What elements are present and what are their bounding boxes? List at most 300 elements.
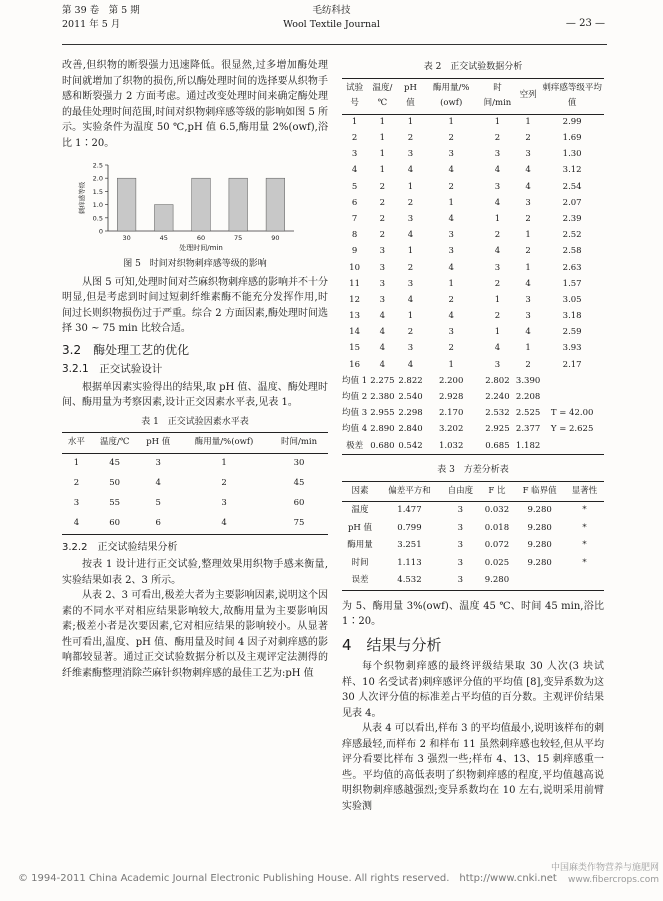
table-2-cell: 3.93 xyxy=(562,343,582,354)
table-1-cell: 2 xyxy=(221,477,227,488)
table-1-header-cell: 酶用量/%(owf) xyxy=(194,437,254,447)
table-2-cell: 1.57 xyxy=(562,278,582,289)
table-2-cell: 2 xyxy=(379,197,386,208)
table-2-summary-cell: 2.525 xyxy=(515,408,541,419)
table-3-cell: 误差 xyxy=(351,575,369,586)
table-2-cell: 3 xyxy=(525,149,531,160)
table-2-cell: 1 xyxy=(448,278,454,289)
table-3-cell: 9.280 xyxy=(527,540,552,551)
table-2-cell: 2 xyxy=(525,133,531,144)
paragraph-2: 从图 5 可知,处理时间对苎麻织物刺痒感的影响并不十分明显,但是考虑到时间过短刺纤维素酶不能充分发挥作用,时间过长则织物损伤过于严重。综合 2 方面因素,酶处理时间选择 30 ~ 75 min 比较合适。 xyxy=(62,276,328,334)
table-2-summary-row xyxy=(342,374,604,390)
table-2-summary-cell: 2.540 xyxy=(398,392,423,403)
paragraph-continued: 为 5、酶用量 3%(owf)、温度 45 ℃、时间 45 min,浴比 1∶20。 xyxy=(342,600,604,628)
table-2-summary-cell: 0.680 xyxy=(370,440,395,451)
table-2-cell: 2 xyxy=(494,230,501,241)
table-2-cell: 2.52 xyxy=(562,230,582,241)
table-2-cell: 3 xyxy=(525,197,531,208)
table-2-cell: 1 xyxy=(379,149,386,160)
table-2-summary-row xyxy=(342,390,604,406)
table-2-summary-row xyxy=(342,406,604,422)
table-1-caption: 表 1 正交试验因素水平表 xyxy=(141,416,249,427)
table-3-header-cell: 显著性 xyxy=(571,485,598,496)
figure-5-caption: 图 5 时间对织物刺痒感等级的影响 xyxy=(123,259,267,269)
table-3-cell: * xyxy=(582,540,587,551)
table-2-header-cell: 温度/℃ xyxy=(372,82,393,108)
table-2-row xyxy=(342,195,604,211)
table-2-cell: 2.58 xyxy=(562,246,582,257)
table-2-summary-cell: 2.532 xyxy=(485,408,510,419)
bar xyxy=(266,178,285,231)
table-3-cell: 3 xyxy=(457,575,464,586)
table-3-header-cell: F 临界值 xyxy=(522,485,557,496)
y-tick-label: 1.5 xyxy=(92,187,103,196)
table-2-summary-cell: 2.822 xyxy=(398,375,423,386)
table-3-row xyxy=(342,555,604,573)
table-2-cell: 1 xyxy=(379,133,386,144)
table-2-summary-cell: 均值 4 xyxy=(342,424,368,435)
table-2-cell: 3.12 xyxy=(562,165,582,176)
table-2-row xyxy=(342,341,604,357)
table-2-summary-cell: 2.275 xyxy=(370,375,395,386)
table-2-cell: 3 xyxy=(448,327,454,338)
table-3-cell: 9.280 xyxy=(527,557,552,568)
table-2-cell: 2 xyxy=(351,133,358,144)
table-2-cell: 5 xyxy=(351,181,358,192)
table-1-header-cell: 温度/℃ xyxy=(99,437,130,447)
table-1-cell: 50 xyxy=(109,477,121,488)
watermark-cn: 中国麻类作物营养与施肥网 xyxy=(550,863,659,873)
table-2-cell: 2 xyxy=(379,230,386,241)
y-tick-label: 2.0 xyxy=(92,174,103,183)
table-3-row xyxy=(342,520,604,538)
section-3-2-2-heading: 3.2.2 正交试验结果分析 xyxy=(62,541,178,553)
left-column xyxy=(62,58,328,681)
paragraph-1: 改善,但织物的断裂强力迅速降低。很显然,过多增加酶处理时间就增加了织物的损伤,所以酶处理时间的选择要从织物手感和断裂强力 2 方面考虑。通过改变处理时间来确定酶处理的最佳处理时间范围,时间对织物刺痒感等级的影响如图 5 所示。实验条件为温度 50 ℃,pH 值 6.5,酶用量 2%(owf),浴比 1∶20。 xyxy=(62,60,328,149)
table-2-cell: 4 xyxy=(448,213,454,224)
table-3-cell: 9.280 xyxy=(527,522,552,533)
copyright-footer: © 1994-2011 China Academic Journal Electronic Publishing House. All rights reserved. http://www.cnki.net xyxy=(18,873,557,884)
table-2-cell: 2.07 xyxy=(562,197,582,208)
table-2-header-cell: 酶用量/%(owf) xyxy=(432,82,470,108)
table-2-row xyxy=(342,179,604,195)
table-2-cell: 15 xyxy=(349,343,360,354)
table-2-cell: 2 xyxy=(379,181,386,192)
table-2-row xyxy=(342,244,604,260)
table-2-summary-cell: 2.928 xyxy=(439,392,464,403)
table-1 xyxy=(62,432,328,535)
table-2-cell: 1.69 xyxy=(562,133,582,144)
x-tick-label: 30 xyxy=(122,234,131,242)
right-column xyxy=(342,58,604,814)
table-2-summary-cell: 2.955 xyxy=(370,408,395,419)
table-3-cell: * xyxy=(582,522,587,533)
table-2-cell: 16 xyxy=(349,359,360,370)
table-1-row xyxy=(62,514,328,535)
table-2-cell: 4 xyxy=(407,294,414,305)
table-2-cell: 3 xyxy=(407,343,414,354)
table-3-cell: 0.072 xyxy=(484,540,510,551)
table-3-cell: 0.799 xyxy=(397,522,422,533)
table-2-summary-cell: 0.542 xyxy=(398,440,423,451)
table-2-cell: 1 xyxy=(525,116,531,127)
table-2-cell: 2 xyxy=(407,133,414,144)
table-3-header-cell: 因素 xyxy=(351,485,369,496)
table-3-cell: pH 值 xyxy=(347,522,373,533)
table-2-summary-cell: 2.240 xyxy=(485,392,510,403)
table-2-cell: 2.63 xyxy=(562,262,582,273)
table-1-cell: 3 xyxy=(221,497,227,508)
table-2-summary-cell xyxy=(540,438,604,455)
table-2-cell: 2 xyxy=(494,278,501,289)
table-3-header xyxy=(342,481,604,502)
table-3-cell: 1.477 xyxy=(397,505,422,516)
table-3-row xyxy=(342,572,604,590)
bar-chart xyxy=(68,157,308,255)
table-2-header-cell: 时间/min xyxy=(483,82,512,108)
table-2-cell: 3 xyxy=(379,294,386,305)
table-3-cell: 3.251 xyxy=(397,540,422,551)
table-1-cell: 75 xyxy=(293,517,305,528)
table-2-cell: 1 xyxy=(448,116,454,127)
table-2-summary-cell: 2.200 xyxy=(439,375,464,386)
y-tick-label: 2.5 xyxy=(92,161,103,170)
table-1-row xyxy=(62,453,328,474)
table-1-header-cell: pH 值 xyxy=(146,437,171,447)
table-2-summary-cell: 均值 1 xyxy=(342,375,368,386)
table-2-cell: 2 xyxy=(448,294,454,305)
header-rule xyxy=(62,44,607,45)
page-number: — 23 — xyxy=(565,18,605,29)
table-2-row xyxy=(342,293,604,309)
figure-5 xyxy=(68,157,328,255)
table-2-cell: 1 xyxy=(525,343,531,354)
table-1-row xyxy=(62,494,328,514)
table-2-caption: 表 2 正交试验数据分析 xyxy=(423,62,523,72)
table-2-summary-cell: 均值 2 xyxy=(342,392,368,403)
table-2-cell: 2 xyxy=(448,181,454,192)
table-2-row xyxy=(342,228,604,244)
table-2-cell: 4 xyxy=(494,165,501,176)
table-2-cell: 4 xyxy=(407,230,414,241)
bar xyxy=(155,205,174,231)
table-1-cell: 3 xyxy=(73,497,80,508)
table-3-cell: 4.532 xyxy=(397,575,422,586)
table-1-cell: 4 xyxy=(73,517,80,528)
table-2-cell: 6 xyxy=(351,197,358,208)
table-1-body xyxy=(62,453,328,534)
table-3-cell: 0.018 xyxy=(484,522,510,533)
table-1-cell: 45 xyxy=(109,457,121,468)
table-2-cell: 9 xyxy=(351,246,358,257)
table-1-header xyxy=(62,433,328,454)
table-2-cell: 4 xyxy=(407,165,414,176)
table-2-summary-cell: 2.380 xyxy=(370,392,395,403)
section-4-heading: 4 结果与分析 xyxy=(342,635,442,654)
table-2-summary-cell: 2.925 xyxy=(485,424,510,435)
table-3-cell: 3 xyxy=(457,505,464,516)
table-2-cell: 7 xyxy=(351,213,358,224)
table-2-cell: 3 xyxy=(351,149,358,160)
table-2-cell: 3 xyxy=(379,262,386,273)
table-2-cell: 2 xyxy=(407,197,414,208)
table-2-cell: 4 xyxy=(351,165,358,176)
table-2-cell: 1 xyxy=(351,116,358,127)
table-3 xyxy=(342,481,604,591)
table-2-cell: 1 xyxy=(525,262,531,273)
table-1-cell: 2 xyxy=(73,477,80,488)
table-1-cell: 4 xyxy=(155,477,161,488)
table-3-cell: 9.280 xyxy=(527,505,552,516)
table-2-summary-cell xyxy=(540,374,604,390)
table-1-cell: 1 xyxy=(73,457,80,468)
table-1-cell: 60 xyxy=(293,497,305,508)
table-2-cell: 4 xyxy=(525,181,531,192)
table-2-cell: 13 xyxy=(349,311,360,322)
table-1-cell: 6 xyxy=(155,517,161,528)
table-2-header-cell: pH 值 xyxy=(404,82,417,108)
table-3-header-cell: 自由度 xyxy=(447,485,474,496)
table-2-cell: 3 xyxy=(448,230,454,241)
table-2-cell: 3 xyxy=(407,213,414,224)
table-2-cell: 2 xyxy=(494,311,501,322)
journal-title-cn: 毛纺科技 xyxy=(312,5,351,16)
table-2-cell: 1.30 xyxy=(562,149,582,160)
table-2-cell: 4 xyxy=(448,311,454,322)
table-1-cell: 45 xyxy=(293,477,305,488)
table-2-cell: 4 xyxy=(448,262,454,273)
table-2-cell: 3 xyxy=(494,359,501,370)
table-1-row xyxy=(62,474,328,494)
table-2-header-cell: 刺痒感等级平均值 xyxy=(542,82,602,108)
table-2-cell: 1 xyxy=(448,359,454,370)
table-2-header xyxy=(342,78,604,114)
x-tick-label: 45 xyxy=(159,234,168,242)
table-2-cell: 2.39 xyxy=(562,213,582,224)
table-2-cell: 1 xyxy=(494,327,501,338)
table-2-cell: 3 xyxy=(407,278,414,289)
table-2-summary-cell: 1.032 xyxy=(439,440,464,451)
table-3-header-cell: F 比 xyxy=(488,485,506,496)
table-2-summary-cell xyxy=(540,390,604,406)
watermark xyxy=(551,862,659,886)
table-2-cell: 1 xyxy=(379,165,386,176)
table-2-summary-cell: 3.202 xyxy=(439,424,464,435)
table-2-cell: 3 xyxy=(407,149,414,160)
paragraph-5: 从表 2、3 可看出,极差大者为主要影响因素,说明这个因素的不同水平对相应结果影响较大,故酶用量为主要影响因素;极差小者是次要因素,它对相应结果的影响较小。从显著性可看出,温度、pH 值、酶用量及时间 4 因子对刺痒感的影响都较显著。通过正交试验数据分析以及主观评定法测得的纤维素酶整理消除苎麻针织物刺痒感的最佳工艺为:pH 值 xyxy=(62,590,328,679)
paragraph-4: 按表 1 设计进行正交试验,整理效果用织物手感来衡量,实验结果如表 2、3 所示。 xyxy=(62,559,328,586)
table-2-cell: 14 xyxy=(349,327,360,338)
table-2-cell: 4 xyxy=(494,246,501,257)
table-2-row xyxy=(342,147,604,163)
table-2-cell: 1 xyxy=(407,246,414,257)
table-2-cell: 2 xyxy=(448,133,454,144)
table-2-cell: 8 xyxy=(351,230,358,241)
table-2-cell: 1 xyxy=(494,294,501,305)
table-3-cell: 酶用量 xyxy=(347,540,373,551)
table-3-cell: 1.113 xyxy=(397,557,422,568)
bar xyxy=(229,178,248,231)
table-1-cell: 60 xyxy=(109,517,121,528)
table-2-cell: 3 xyxy=(494,262,501,273)
paragraph-7: 从表 4 可以看出,样布 3 的平均值最小,说明该样布的刺痒感最轻,而样布 2 和样布 11 虽然刺痒感也较轻,但从平均评分看要比样布 3 强烈一些;样布 4、13、15 刺痒感重一些。平均值的高低表明了织物刺痒感的程度,平均值越高说明织物刺痒感越强烈;变异系数均在 10 左右,说明采用前臂实验测 xyxy=(342,723,604,812)
table-2-summary-cell: 极差 xyxy=(346,440,364,451)
table-2-row xyxy=(342,309,604,325)
table-3-cell: 0.025 xyxy=(484,557,510,568)
x-tick-label: 60 xyxy=(196,234,206,242)
table-2-summary-cell: T = 42.00 xyxy=(550,408,594,419)
section-3-2-heading: 3.2 酶处理工艺的优化 xyxy=(62,342,190,357)
table-2-cell: 3 xyxy=(448,246,454,257)
table-2-summary-row xyxy=(342,422,604,438)
table-2-cell: 4 xyxy=(525,165,531,176)
table-1-cell: 30 xyxy=(293,457,305,468)
table-2-row xyxy=(342,163,604,179)
table-2-cell: 3.05 xyxy=(562,294,582,305)
table-2-cell: 10 xyxy=(349,262,360,273)
table-1-cell: 55 xyxy=(109,497,121,508)
table-3-cell: * xyxy=(582,505,587,516)
y-tick-label: 1.0 xyxy=(92,201,103,210)
bar xyxy=(117,178,136,231)
table-3-cell xyxy=(514,572,565,590)
table-1-header-cell: 时间/min xyxy=(280,437,318,447)
y-axis-label: 刺痒感等级 xyxy=(78,181,86,215)
table-2-cell: 2 xyxy=(448,343,454,354)
table-2-row xyxy=(342,131,604,147)
table-2-cell: 1 xyxy=(407,311,414,322)
table-2-cell: 2 xyxy=(407,262,414,273)
table-2-cell: 1 xyxy=(407,116,414,127)
table-2-summary-cell: 0.685 xyxy=(485,440,510,451)
table-2-cell: 4 xyxy=(379,359,386,370)
table-2-summary-cell: 2.377 xyxy=(515,424,541,435)
table-2-cell: 3 xyxy=(379,246,386,257)
y-tick-label: 0.5 xyxy=(92,214,103,223)
table-2-cell: 4 xyxy=(494,197,501,208)
table-2-cell: 2 xyxy=(525,246,531,257)
table-2-cell: 2 xyxy=(407,327,414,338)
table-2-cell: 3 xyxy=(494,149,501,160)
table-3-row xyxy=(342,537,604,555)
table-3-cell xyxy=(565,572,604,590)
table-2-cell: 2 xyxy=(379,213,386,224)
table-2-cell: 2.54 xyxy=(562,181,582,192)
table-2-cell: 4 xyxy=(379,343,386,354)
table-3-body xyxy=(342,502,604,591)
table-2-body xyxy=(342,114,604,455)
table-2-cell: 1 xyxy=(494,116,501,127)
table-2-summary-row xyxy=(342,438,604,455)
x-tick-label: 90 xyxy=(271,234,280,242)
table-2-summary-cell: 均值 3 xyxy=(342,408,368,419)
table-2-cell: 2.17 xyxy=(562,359,582,370)
table-1-header-cell: 水平 xyxy=(67,437,85,447)
table-2-cell: 3 xyxy=(379,278,386,289)
table-2-cell: 2 xyxy=(525,213,531,224)
table-3-cell: 温度 xyxy=(351,505,369,516)
table-3-caption: 表 3 方差分析表 xyxy=(437,465,509,476)
header-center xyxy=(0,4,663,32)
table-1-cell: 3 xyxy=(155,457,161,468)
table-1-cell: 5 xyxy=(155,497,161,508)
table-2-summary-cell: 1.182 xyxy=(515,440,541,451)
table-2-summary-cell: 2.170 xyxy=(439,408,464,419)
table-2-cell: 2 xyxy=(525,359,531,370)
table-3-cell: 3 xyxy=(457,540,464,551)
table-2-row xyxy=(342,212,604,228)
table-2-summary-cell: 2.208 xyxy=(515,392,541,403)
table-2-header-cell: 空列 xyxy=(519,90,537,101)
table-3-cell: * xyxy=(582,557,587,568)
table-2-row xyxy=(342,325,604,341)
table-2-cell: 1 xyxy=(379,116,386,127)
journal-title-en: Wool Textile Journal xyxy=(283,19,380,30)
issue-date: 2011 年 5 月 xyxy=(62,19,121,30)
table-2-cell: 4 xyxy=(407,359,414,370)
table-2-cell: 4 xyxy=(494,343,501,354)
table-2-cell: 4 xyxy=(525,278,531,289)
section-3-2-1-heading: 3.2.1 正交试验设计 xyxy=(62,363,163,375)
table-2-header-cell: 试验号 xyxy=(346,82,364,108)
table-2-cell: 12 xyxy=(349,294,360,305)
bar xyxy=(192,178,211,231)
table-2-summary-cell: Y = 2.625 xyxy=(550,424,594,435)
table-3-cell: 3 xyxy=(457,522,464,533)
table-2-cell: 1 xyxy=(525,230,531,241)
table-2-row xyxy=(342,260,604,276)
volume-issue: 第 39 卷 第 5 期 xyxy=(62,5,140,16)
table-2-cell: 2.59 xyxy=(562,327,582,338)
table-2-cell: 2 xyxy=(494,133,501,144)
table-1-cell: 4 xyxy=(221,517,227,528)
table-2-summary-cell: 2.840 xyxy=(398,424,423,435)
table-3-header-cell: 偏差平方和 xyxy=(388,485,431,496)
table-3-cell: 0.032 xyxy=(484,505,510,516)
table-3-row xyxy=(342,502,604,520)
table-2-row xyxy=(342,276,604,292)
table-2-cell: 4 xyxy=(525,327,531,338)
table-2-summary-cell: 2.298 xyxy=(398,408,423,419)
table-2-cell: 3 xyxy=(525,294,531,305)
table-2-cell: 1 xyxy=(494,213,501,224)
table-2-cell: 3 xyxy=(448,149,454,160)
table-3-cell: 时间 xyxy=(351,557,369,568)
table-3-cell: 9.280 xyxy=(484,575,510,586)
table-2-cell: 2.99 xyxy=(562,116,582,127)
paragraph-3: 根据单因素实验得出的结果,取 pH 值、温度、酶处理时间、酶用量为考察因素,设计正交因素水平表,见表 1。 xyxy=(62,381,328,408)
table-2-row xyxy=(342,114,604,131)
table-2-cell: 3 xyxy=(494,181,501,192)
paragraph-6: 每个织物刺痒感的最终评级结果取 30 人次(3 块试样、10 名受试者)刺痒感评分值的平均值 [8],变异系数为这 30 人次评分值的标准差占平均值的百分数。主观评价结果见表 4。 xyxy=(342,661,604,719)
x-tick-label: 75 xyxy=(234,234,243,242)
table-2-cell: 4 xyxy=(448,165,454,176)
table-2-cell: 1 xyxy=(407,181,414,192)
table-2 xyxy=(342,78,604,456)
y-tick-label: 0 xyxy=(98,227,103,236)
table-2-cell: 1 xyxy=(448,197,454,208)
table-2-cell: 11 xyxy=(349,278,360,289)
table-3-cell: 3 xyxy=(457,557,464,568)
watermark-url: www.fibercrops.com xyxy=(568,875,659,885)
table-2-cell: 4 xyxy=(379,311,386,322)
table-2-cell: 3.18 xyxy=(562,311,582,322)
table-1-cell: 1 xyxy=(221,457,227,468)
table-2-cell: 4 xyxy=(379,327,386,338)
table-2-row xyxy=(342,357,604,373)
table-2-cell: 3 xyxy=(525,311,531,322)
table-2-summary-cell: 2.890 xyxy=(370,424,395,435)
